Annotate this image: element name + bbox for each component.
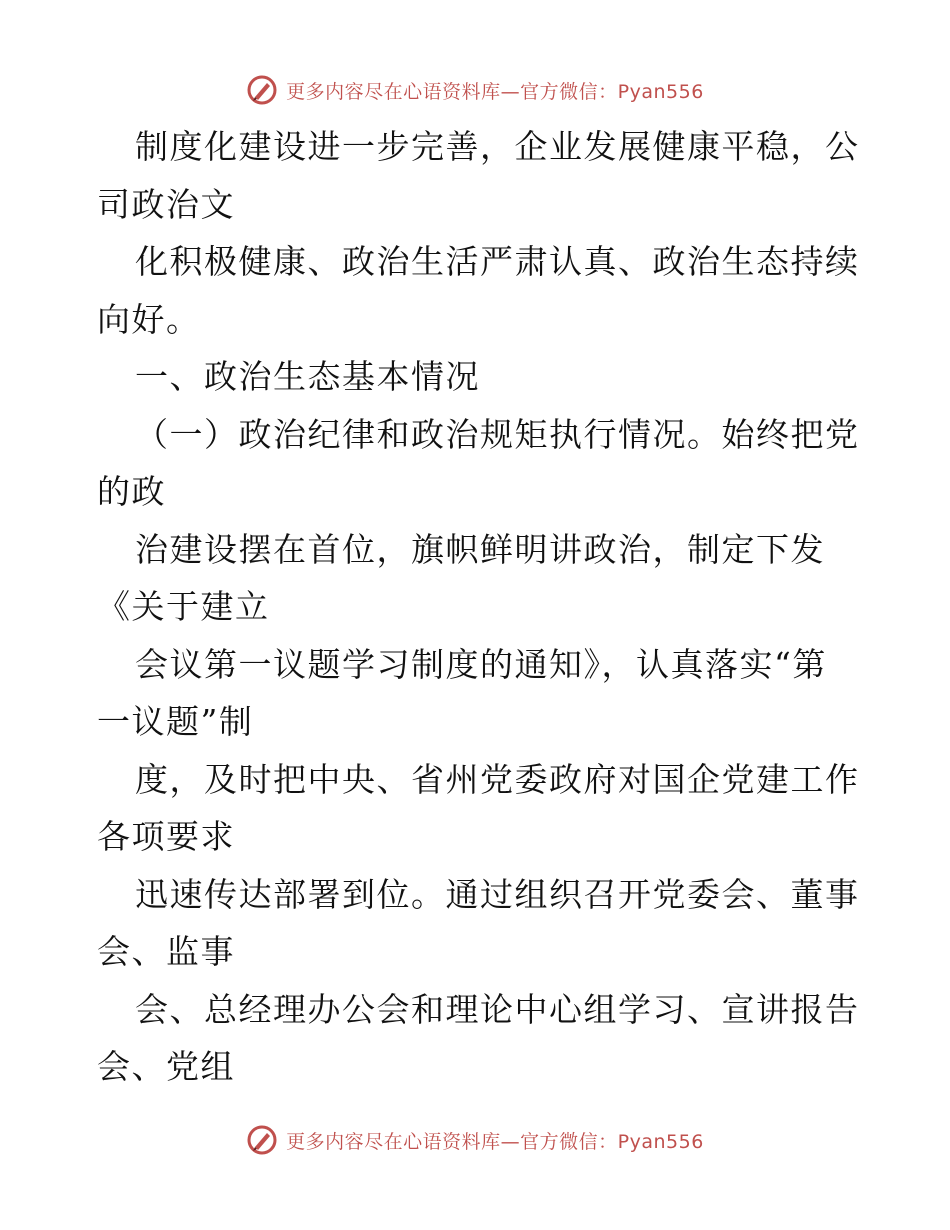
text-line: 《关于建立 (97, 587, 270, 626)
document-body (97, 118, 860, 1096)
text-line: 的政 (97, 472, 166, 511)
text-line: 迅速传达部署到位。通过组织召开党委会、董事 (135, 874, 860, 914)
text-line: 度，及时把中央、省州党委政府对国企党建工作 (135, 759, 860, 799)
text-line: 各项要求 (97, 817, 235, 856)
text-line: （一）政治纪律和政治规矩执行情况。始终把党 (135, 414, 860, 454)
footer-watermark-banner (0, 1120, 950, 1160)
text-line: 制度化建设进一步完善，企业发展健康平稳，公 (135, 127, 860, 166)
text-line: 会、监事 (97, 932, 235, 971)
text-line: 会议第一议题学习制度的通知》，认真落实“第 (135, 644, 827, 684)
pen-logo-icon (246, 1124, 278, 1156)
pen-logo-icon (246, 74, 278, 106)
text-line: 化积极健康、政治生活严肃认真、政治生态持续 (135, 242, 860, 281)
text-line: 会、党组 (97, 1047, 235, 1086)
watermark-text: 更多内容尽在心语资料库—官方微信：Pyan556 (286, 80, 704, 103)
section-heading: 一、政治生态基本情况 (135, 357, 480, 396)
text-line: 会、总经理办公会和理论中心组学习、宣讲报告 (135, 989, 860, 1029)
header-watermark-banner (0, 70, 950, 110)
text-line: 司政治文 (97, 184, 235, 224)
text-line: 向好。 (97, 299, 201, 339)
text-line: 治建设摆在首位，旗帜鲜明讲政治，制定下发 (135, 529, 825, 569)
text-line: 一议题”制 (97, 702, 254, 741)
watermark-text: 更多内容尽在心语资料库—官方微信：Pyan556 (286, 1130, 704, 1153)
